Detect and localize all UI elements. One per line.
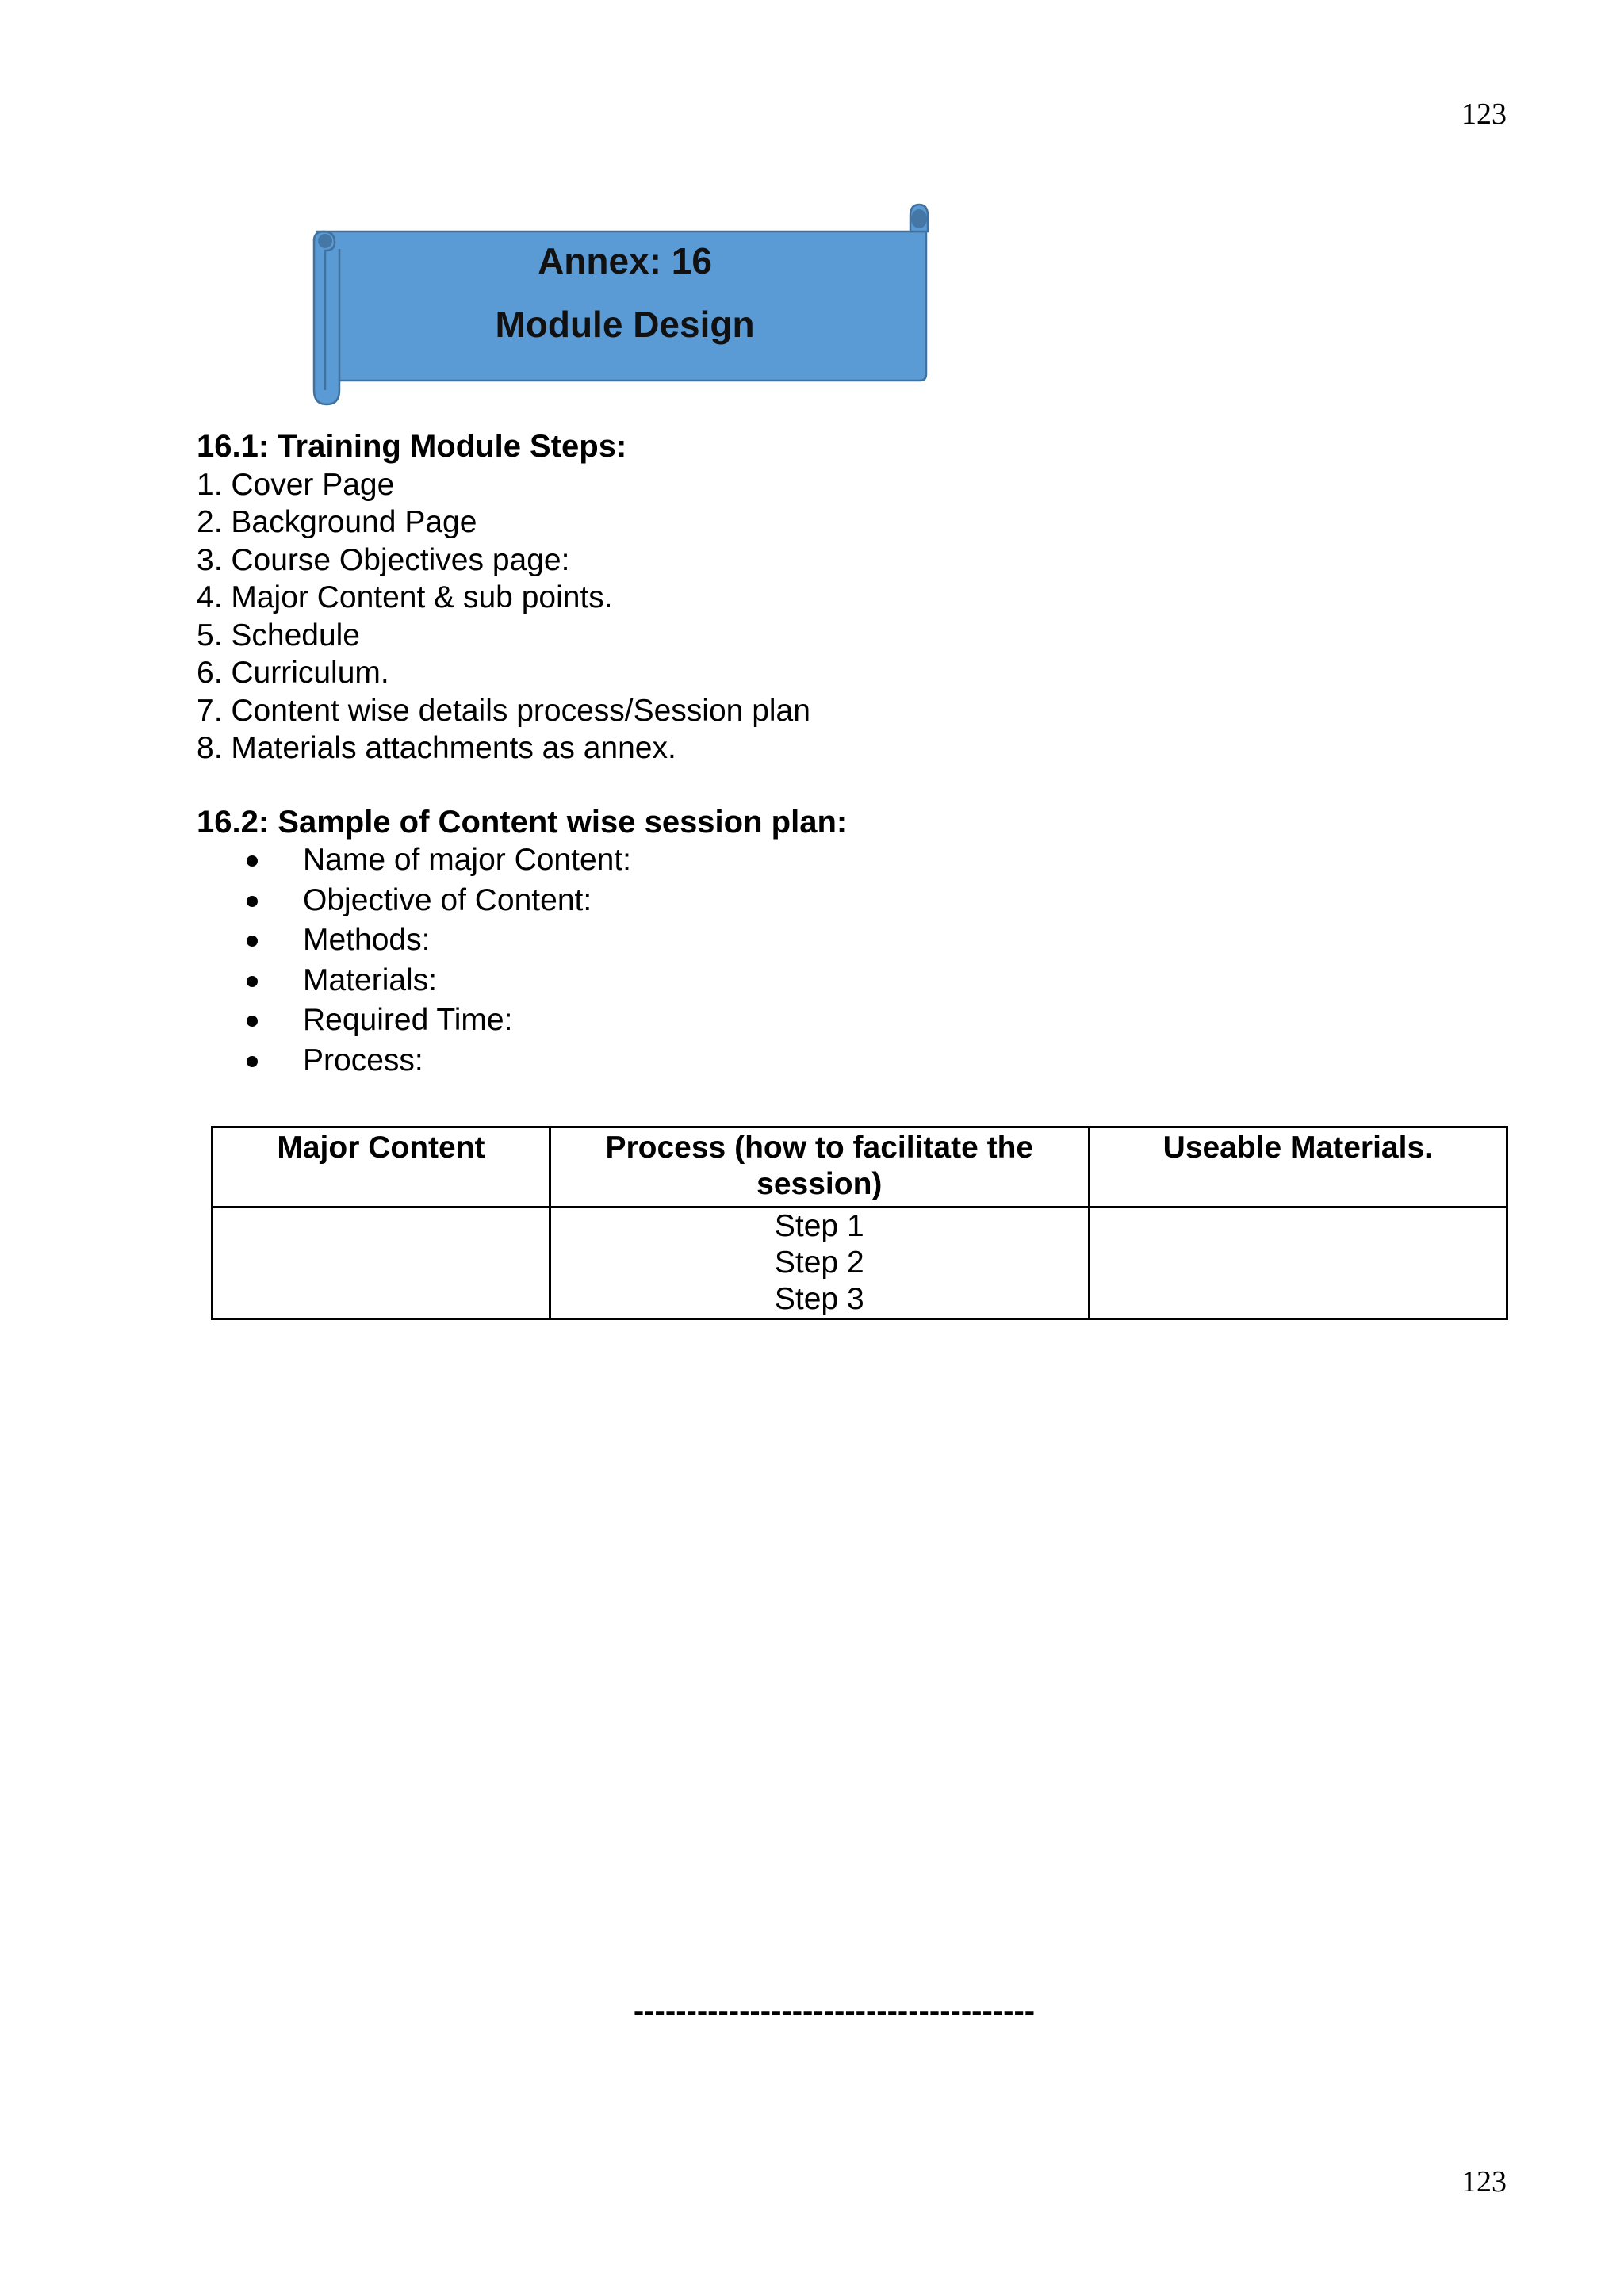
list-item: 3. Course Objectives page: bbox=[197, 542, 570, 577]
section-heading-session-plan: 16.2: Sample of Content wise session plan: bbox=[197, 804, 848, 840]
training-steps-list bbox=[197, 466, 1505, 767]
bullet-icon bbox=[247, 855, 258, 867]
table-row bbox=[213, 1207, 1507, 1319]
bullet-icon bbox=[247, 1016, 258, 1027]
list-item bbox=[197, 882, 1505, 922]
bullet-icon bbox=[247, 976, 258, 987]
header-major-content: Major Content bbox=[213, 1127, 550, 1207]
list-item: 1. Cover Page bbox=[197, 467, 395, 502]
list-item: 8. Materials attachments as annex. bbox=[197, 731, 676, 765]
bullet-text: Objective of Content: bbox=[303, 882, 592, 917]
table-header-row bbox=[213, 1127, 1507, 1207]
cell-materials bbox=[1089, 1207, 1507, 1319]
annex-banner bbox=[308, 200, 942, 406]
bullet-text: Name of major Content: bbox=[303, 843, 632, 877]
list-item bbox=[197, 1042, 1505, 1082]
bullet-icon bbox=[247, 936, 258, 947]
document-body bbox=[197, 428, 1505, 1081]
bullet-text: Required Time: bbox=[303, 1003, 513, 1037]
process-step: Step 2 bbox=[774, 1246, 864, 1280]
list-item: 4. Major Content & sub points. bbox=[197, 580, 613, 614]
list-item: 2. Background Page bbox=[197, 505, 477, 539]
bullet-icon bbox=[247, 1056, 258, 1067]
annex-title: Module Design bbox=[495, 304, 755, 345]
process-step: Step 3 bbox=[774, 1282, 864, 1316]
list-item: 6. Curriculum. bbox=[197, 656, 389, 690]
list-item bbox=[197, 1001, 1505, 1042]
section-heading-training-steps: 16.1: Training Module Steps: bbox=[197, 429, 627, 464]
page-number-top: 123 bbox=[1461, 98, 1507, 131]
bullet-text: Process: bbox=[303, 1043, 423, 1077]
list-item: 5. Schedule bbox=[197, 618, 360, 652]
list-item bbox=[197, 841, 1505, 882]
session-plan-bullets bbox=[197, 841, 1505, 1081]
cell-process bbox=[550, 1207, 1089, 1319]
bullet-text: Materials: bbox=[303, 962, 438, 997]
annex-number: Annex: 16 bbox=[538, 240, 712, 281]
list-item bbox=[197, 962, 1505, 1002]
cell-major-content bbox=[213, 1207, 550, 1319]
header-process: Process (how to facilitate the session) bbox=[550, 1127, 1089, 1207]
end-divider: -------------------------------------- bbox=[633, 1994, 1036, 2029]
header-materials: Useable Materials. bbox=[1089, 1127, 1507, 1207]
session-plan-table bbox=[211, 1126, 1508, 1320]
list-item bbox=[197, 921, 1505, 962]
bullet-icon bbox=[247, 896, 258, 907]
list-item: 7. Content wise details process/Session plan bbox=[197, 693, 810, 728]
bullet-text: Methods: bbox=[303, 923, 431, 957]
process-step: Step 1 bbox=[774, 1209, 864, 1243]
page-number-bottom: 123 bbox=[1461, 2165, 1507, 2198]
